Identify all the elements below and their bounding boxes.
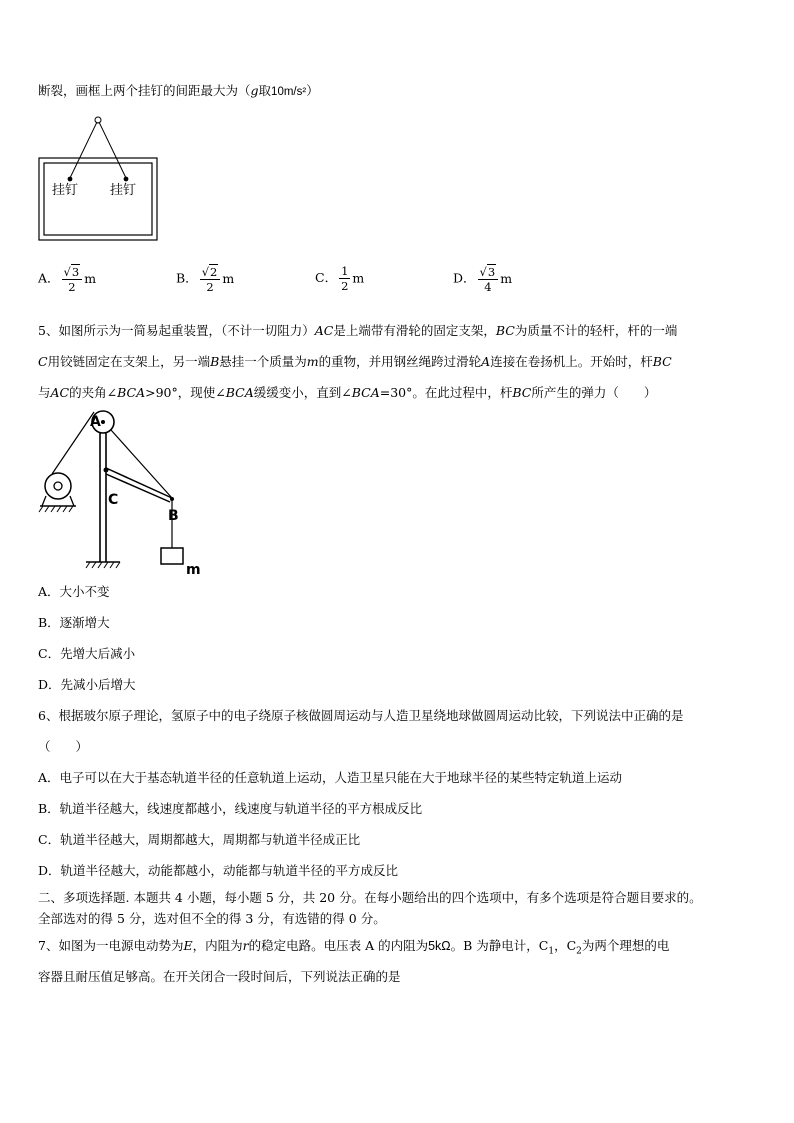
label-a: A xyxy=(90,414,101,430)
q5-stem-line2: C用铰链固定在支架上，另一端B悬挂一个质量为m的重物，并用钢丝绳跨过滑轮A连接在卷扬机上。开始时，杆BC xyxy=(38,354,672,369)
nail-left-label: 挂钉 xyxy=(52,183,79,198)
q4-stem: 断裂，画框上两个挂钉的间距最大为（g取10m/s²） xyxy=(38,83,319,98)
q4-frame-figure xyxy=(36,114,161,244)
rope-winch xyxy=(52,412,94,474)
q7-stem-line2: 容器且耐压值足够高。在开关闭合一段时间后，下列说法正确的是 xyxy=(38,969,401,984)
label-m: m xyxy=(186,562,201,578)
q5-crane-figure xyxy=(38,408,208,580)
frame-outer xyxy=(39,158,157,240)
string-right xyxy=(99,122,126,178)
q6-option-a[interactable]: A．电子可以在大于基态轨道半径的任意轨道上运动，人造卫星只能在大于地球半径的某些特定轨道上运动 xyxy=(38,770,623,785)
q5-option-a[interactable]: A．大小不变 xyxy=(38,584,110,599)
string-left xyxy=(70,122,97,178)
q5-stem-line3: 与AC的夹角∠BCA>90°，现使∠BCA缓缓变小，直到∠BCA=30°。在此过程中，杆BC所产生的弹力（ ） xyxy=(38,385,657,400)
section2-line2: 全部选对的得 5 分，选对但不全的得 3 分，有选错的得 0 分。 xyxy=(38,911,386,926)
q4-option-a[interactable]: A． $\frac{√3}{2}$ m xyxy=(38,265,97,294)
nail-left xyxy=(68,177,73,182)
rope-ab xyxy=(111,430,172,498)
q6-option-b[interactable]: B．轨道半径越大，线速度都越小，线速度与轨道半径的平方根成反比 xyxy=(38,801,423,816)
q5-option-c[interactable]: C．先增大后减小 xyxy=(38,646,136,661)
q7-stem-line1: 7、如图为一电源电动势为E，内阻为r的稳定电路。电压表 A 的内阻为5kΩ。B 为静电计，$C_1$，$C_2$为两个理想的电 xyxy=(38,938,670,957)
frame-inner xyxy=(44,163,152,235)
nail-right-label: 挂钉 xyxy=(110,183,137,198)
q4-option-c[interactable]: C． $\frac{1}{2}$ m xyxy=(315,264,365,293)
label-c: C xyxy=(108,492,119,508)
section2-line1: 二、多项选择题. 本题共 4 小题，每小题 5 分，共 20 分。在每小题给出的四个选项中，有多个选项是符合题目要求的。 xyxy=(38,890,702,905)
hook-point xyxy=(95,117,101,123)
q5-option-d[interactable]: D．先减小后增大 xyxy=(38,677,136,692)
q4-option-b[interactable]: B． $\frac{√2}{2}$ m xyxy=(176,265,235,294)
q5-option-b[interactable]: B．逐渐增大 xyxy=(38,615,110,630)
q5-stem-line1: 5、如图所示为一简易起重装置，（不计一切阻力）AC是上端带有滑轮的固定支架，BC为质量不计的轻杆，杆的一端 xyxy=(38,323,678,338)
q6-option-d[interactable]: D．轨道半径越大，动能都越小，动能都与轨道半径的平方成反比 xyxy=(38,863,399,878)
q4-option-d[interactable]: D． $\frac{√3}{4}$ m xyxy=(453,265,513,294)
q6-stem: 6、根据玻尔原子理论，氢原子中的电子绕原子核做圆周运动与人造卫星绕地球做圆周运动比较，下列说法中正确的是 xyxy=(38,708,684,723)
label-b: B xyxy=(168,508,179,524)
q6-option-c[interactable]: C．轨道半径越大，周期都越大，周期都与轨道半径成正比 xyxy=(38,832,361,847)
mass-block xyxy=(161,548,183,564)
nail-right xyxy=(124,177,129,182)
winch-drum xyxy=(45,473,71,499)
winch-hub xyxy=(54,482,62,490)
q6-paren: （ ） xyxy=(38,739,89,754)
